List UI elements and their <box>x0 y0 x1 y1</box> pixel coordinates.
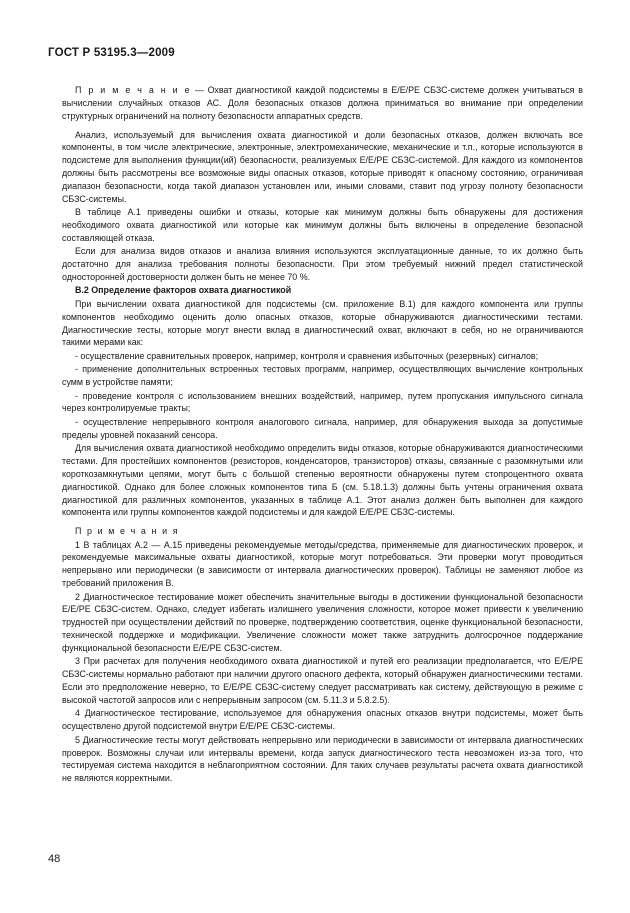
list-item: - применение дополнительных встроенных тестовых программ, например, осуществляющих вычисление контрольных сумм в устройстве памяти; <box>62 364 583 388</box>
list-item: - проведение контроля с использованием внешних воздействий, например, путем пропускания импульсного сигнала через контролируемые тракты; <box>62 390 583 414</box>
note-item: 1 В таблицах А.2 — А.15 приведены рекомендуемые методы/средства, применяемые для диагностических проверок, и рекомендуемые максимальные охваты диагностикой, которые могут потребоваться. Эти проверки могут проводиться непрерывно или периодически (в зависимости от интервала диагностических проверок). Таблицы не заменяют любое из требований приложения В. <box>62 539 583 589</box>
paragraph: Если для анализа видов отказов и анализа влияния используются эксплуатационные данные, то их должно быть достаточно для анализа требования полноты безопасности. При этом требуемый нижний предел статистической односторонней достоверности должен быть не менее 70 %. <box>62 246 583 282</box>
list-item: - осуществление непрерывного контроля аналогового сигнала, например, для обнаружения выхода за допустимые пределы уровней показаний сенсора. <box>62 416 583 440</box>
page-number: 48 <box>48 853 61 865</box>
note-item: 5 Диагностические тесты могут действовать непрерывно или периодически в зависимости от интервала диагностических проверок. Возможны случаи или интервалы времени, когда запуск диагностического теста невозможен из-за того, что тестируемая система находится в неблагоприятном состоянии. Для таких случаев результаты расчета охвата диагностикой не являются корректными. <box>62 734 583 784</box>
section-heading: В.2 Определение факторов охвата диагностикой <box>75 285 292 296</box>
notes-heading <box>62 525 583 538</box>
note-item: 2 Диагностическое тестирование может обеспечить значительные выгоды в достижении функциональной безопасности Е/Е/РЕ СБЗС-систем. Однако, следует избегать излишнего увеличения сложности, которое может привести к увеличению трудностей при осуществлении действий по проверке, подтверждению соответствия, оценке функциональной безопасности, технической поддержке и модификации. Увеличение сложности может также затруднить долгосрочное поддержание функциональной безопасности Е/Е/РЕ СБЗС-систем. <box>62 591 583 653</box>
page-header-standard-id: ГОСТ Р 53195.3—2009 <box>48 47 175 59</box>
note-item: 4 Диагностическое тестирование, используемое для обнаружения опасных отказов внутри подсистемы, может быть осуществлено другой подсистемой внутри Е/Е/РЕ СБЗС-системы. <box>62 708 583 732</box>
paragraph: При вычислении охвата диагностикой для подсистемы (см. приложение В.1) для каждого компонента или группы компонентов необходимо оценить долю опасных отказов, которые обнаруживаются диагностическими тестами. Диагностические тесты, которые могут внести вклад в диагностический охват, включают в себя, но не ограничиваются такими мерами как: <box>62 298 583 348</box>
paragraph: Анализ, используемый для вычисления охвата диагностикой и доли безопасных отказов, должен включать все компоненты, в том числе электрические, электронные, электромеханические, механические и т.п., которые используются в подсистеме для выполнения функции(ий) безопасности, реализуемых Е/Е/РЕ СБЗС-системой. Для каждого из компонентов должны быть рассмотрены все возможные виды опасных отказов, которые приводят к опасному состоянию, ограничивая диапазон безопасности, когда такой диапазон установлен или, иными словами, ставит под угрозу полноту безопасности СБЗС-системы. <box>62 129 583 204</box>
note-label: П р и м е ч а н и е <box>75 85 192 95</box>
paragraph: Для вычисления охвата диагностикой необходимо определить виды отказов, которые обнаруживаются диагностическими тестами. Для простейших компонентов (резисторов, конденсаторов, транзисторов) отказы, связанные с разомкнутыми или короткозамкнутыми цепями, могут быть с большой степенью вероятности обнаружены путем стопроцентного охвата диагностикой. Однако для более сложных компонентов типа Б (см. 5.18.1.3) должны быть учтены ограничения охвата диагностикой для различных компонентов, указанных в таблице А.1. Этот анализ должен быть выполнен для каждого компонента или группы компонентов каждой подсистемы и для каждой Е/Е/РЕ СБЗС-системы. <box>62 443 583 518</box>
list-item: - осуществление сравнительных проверок, например, контроля и сравнения избыточных (резервных) сигналов; <box>75 350 539 361</box>
document-body <box>62 84 583 786</box>
notes-label: П р и м е ч а н и я <box>75 526 180 537</box>
note-paragraph <box>62 84 583 123</box>
note-text: — Охват диагностикой каждой подсистемы в Е/Е/РЕ СБЗС-системе должен учитываться в вычислении случайных отказов АС. Доля безопасных отказов должна приниматься во внимание при определении структурных ограничений на полноту безопасности аппаратных средств. <box>62 85 583 121</box>
paragraph: В таблице А.1 приведены ошибки и отказы, которые как минимум должны быть обнаружены для достижения необходимого охвата диагностикой или которые как минимум должны быть включены в определение безопасной составляющей отказа. <box>62 207 583 243</box>
note-item: 3 При расчетах для получения необходимого охвата диагностикой и путей его реализации предполагается, что Е/Е/РЕ СБЗС-системы нормально работают при наличии другого опасного дефекта, который обнаружен диагностическими тестами. Если это предположение неверно, то Е/Е/РЕ СБЗС-систему следует рассматривать как систему, действующую в режиме с высокой частотой запросов или с непрерывным запросом (см. 5.11.3 и 5.8.2.5). <box>62 656 583 705</box>
